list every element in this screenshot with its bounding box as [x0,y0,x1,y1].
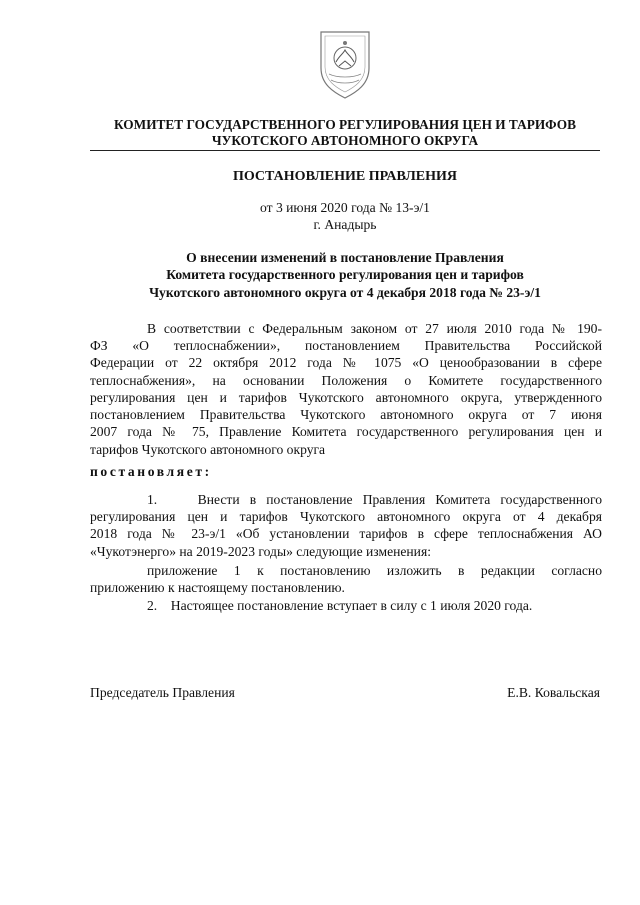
subject-line-1: О внесении изменений в постановление Правления [186,250,504,265]
organization-name-line-2: ЧУКОТСКОГО АВТОНОМНОГО ОКРУГА [211,133,479,148]
resolves-keyword: постановляет: [90,464,212,479]
item-1-sub-line: приложение 1 к постановлению изложить в редакции согласно [147,563,602,578]
signatory-name: Е.В. Ковальская [507,685,600,700]
preamble-line: регулирования цен и тарифов Чукотского автономного округа, утвержденного [90,390,602,405]
document-city: г. Анадырь [313,217,377,232]
organization-name-line-1: КОМИТЕТ ГОСУДАРСТВЕННОГО РЕГУЛИРОВАНИЯ ЦЕН И ТАРИФОВ [114,117,576,132]
subject-line-3: Чукотского автономного округа от 4 декабря 2018 года № 23-э/1 [149,285,541,300]
item-1-line: 2018 года № 23-э/1 «Об установлении тарифов в сфере теплоснабжения АО [90,526,602,541]
preamble-line: 2007 года № 75, Правление Комитета государственного регулирования цен и [90,424,602,439]
subject-line-2: Комитета государственного регулирования цен и тарифов [166,267,524,282]
preamble-line: тарифов Чукотского автономного округа [90,442,326,457]
header-divider [90,150,600,151]
item-1-sub-line: приложению к настоящему постановлению. [90,580,345,595]
coat-of-arms-emblem [315,28,375,100]
signatory-position: Председатель Правления [90,685,235,700]
document-type-title: ПОСТАНОВЛЕНИЕ ПРАВЛЕНИЯ [232,169,457,184]
item-1-line: 1. Внести в постановление Правления Комитета государственного [147,492,602,507]
document-date-number: от 3 июня 2020 года № 13-э/1 [260,200,430,215]
preamble-line: В соответствии с Федеральным законом от 27 июля 2010 года № 190- [147,321,602,336]
item-2-line: 2. Настоящее постановление вступает в силу с 1 июля 2020 года. [147,598,533,613]
preamble-line: теплоснабжения», на основании Положения о Комитете государственного [90,373,602,388]
preamble-line: Федерации от 22 октября 2012 года № 1075 «О ценообразовании в сфере [90,355,602,370]
preamble-line: ФЗ «О теплоснабжении», постановлением Правительства Российской [90,338,602,353]
preamble-line: постановлением Правительства Чукотского автономного округа от 7 июня [90,407,602,422]
item-1-line: «Чукотэнерго» на 2019-2023 годы» следующие изменения: [90,544,431,559]
item-1-line: регулирования цен и тарифов Чукотского автономного округа от 4 декабря [90,509,602,524]
